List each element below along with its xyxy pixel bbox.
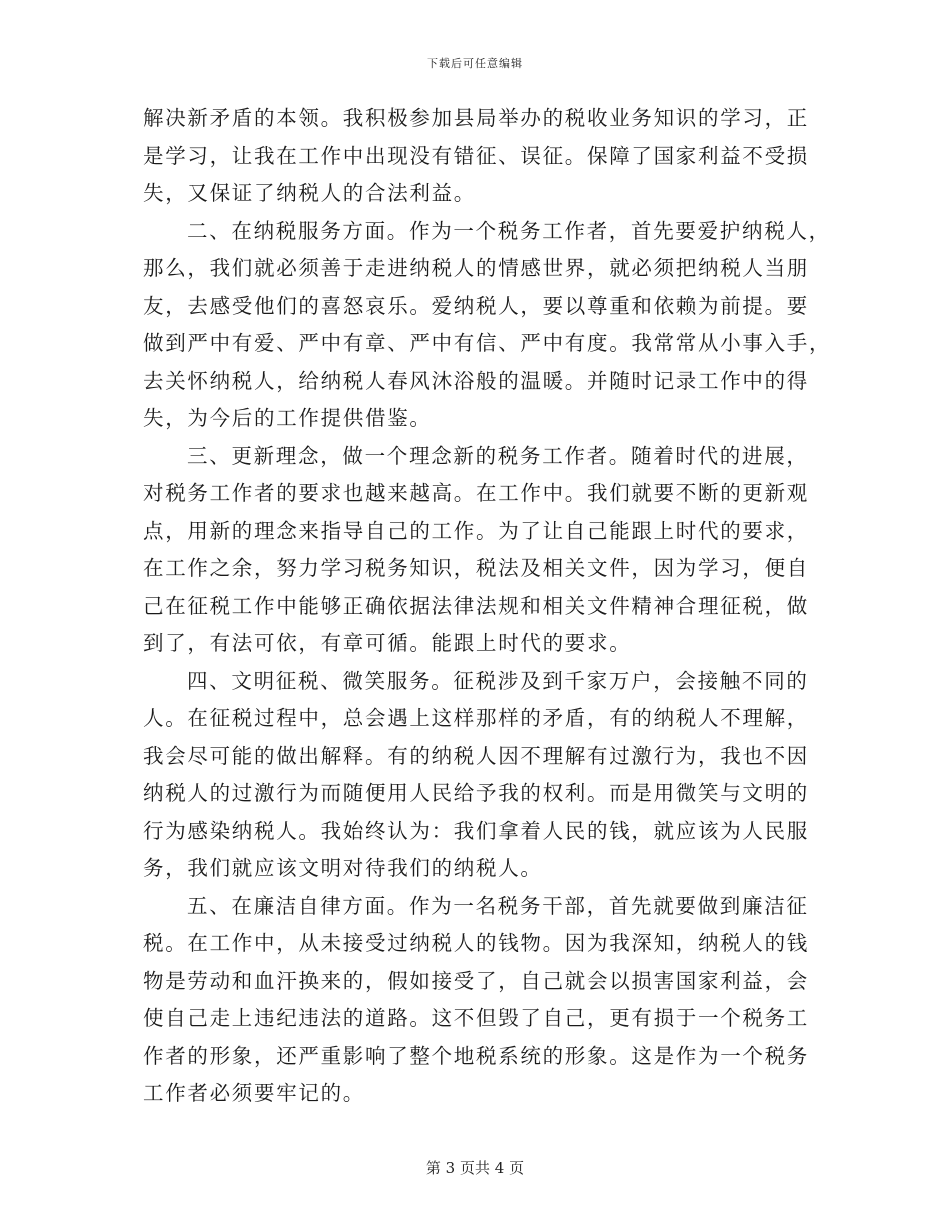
text-line: 对税务工作者的要求也越来越高。在工作中。我们就要不断的更新观 xyxy=(143,481,809,505)
page-header: 下载后可任意编辑 xyxy=(427,57,523,70)
text-line: 解决新矛盾的本领。我积极参加县局举办的税收业务知识的学习，正 xyxy=(143,106,809,130)
paragraph-first-line: 二、在纳税服务方面。作为一个税务工作者，首先要爱护纳税人， xyxy=(187,218,831,243)
text-line: 物是劳动和血汗换来的，假如接受了，自己就会以损害国家利益，会 xyxy=(143,968,809,993)
text-line: 那么，我们就必须善于走进纳税人的情感世界，就必须把纳税人当朋 xyxy=(143,256,809,280)
text-line: 己在征税工作中能够正确依据法律法规和相关文件精神合理征税，做 xyxy=(143,593,809,618)
paragraph-first-line: 三、更新理念，做一个理念新的税务工作者。随着时代的进展， xyxy=(187,443,809,468)
page-number: 第 3 页共 4 页 xyxy=(425,1159,525,1177)
text-line: 使自己走上违纪违法的道路。这不但毁了自己，更有损于一个税务工 xyxy=(143,1006,809,1030)
text-line: 是学习，让我在工作中出现没有错征、误征。保障了国家利益不受损 xyxy=(143,143,809,168)
text-line: 我会尽可能的做出解释。有的纳税人因不理解有过激行为，我也不因 xyxy=(143,743,809,768)
text-line: 失，又保证了纳税人的合法利益。 xyxy=(143,181,476,205)
text-line: 务，我们就应该文明对待我们的纳税人。 xyxy=(143,856,543,880)
text-line: 在工作之余，努力学习税务知识，税法及相关文件，因为学习，便自 xyxy=(143,556,809,580)
text-line: 作者的形象，还严重影响了整个地税系统的形象。这是作为一个税务 xyxy=(143,1043,809,1068)
text-line: 失，为今后的工作提供借鉴。 xyxy=(143,406,432,430)
text-line: 做到严中有爱、严中有章、严中有信、严中有度。我常常从小事入手， xyxy=(143,331,832,355)
paragraph-first-line: 四、文明征税、微笑服务。征税涉及到千家万户，会接触不同的 xyxy=(187,668,809,693)
paragraph-first-line: 五、在廉洁自律方面。作为一名税务干部，首先就要做到廉洁征 xyxy=(187,893,809,918)
text-line: 人。在征税过程中，总会遇上这样那样的矛盾，有的纳税人不理解， xyxy=(143,706,809,730)
text-line: 点，用新的理念来指导自己的工作。为了让自己能跟上时代的要求， xyxy=(143,518,809,543)
text-line: 到了，有法可依，有章可循。能跟上时代的要求。 xyxy=(143,631,632,655)
text-line: 去关怀纳税人，给纳税人春风沐浴般的温暖。并随时记录工作中的得 xyxy=(143,368,809,393)
text-line: 行为感染纳税人。我始终认为：我们拿着人民的钱，就应该为人民服 xyxy=(143,818,809,843)
document-body xyxy=(143,100,832,1113)
text-line: 工作者必须要牢记的。 xyxy=(143,1081,365,1105)
text-line: 纳税人的过激行为而随便用人民给予我的权利。而是用微笑与文明的 xyxy=(143,781,809,805)
text-line: 友，去感受他们的喜怒哀乐。爱纳税人，要以尊重和依赖为前提。要 xyxy=(143,293,809,318)
text-line: 税。在工作中，从未接受过纳税人的钱物。因为我深知，纳税人的钱 xyxy=(143,931,809,955)
